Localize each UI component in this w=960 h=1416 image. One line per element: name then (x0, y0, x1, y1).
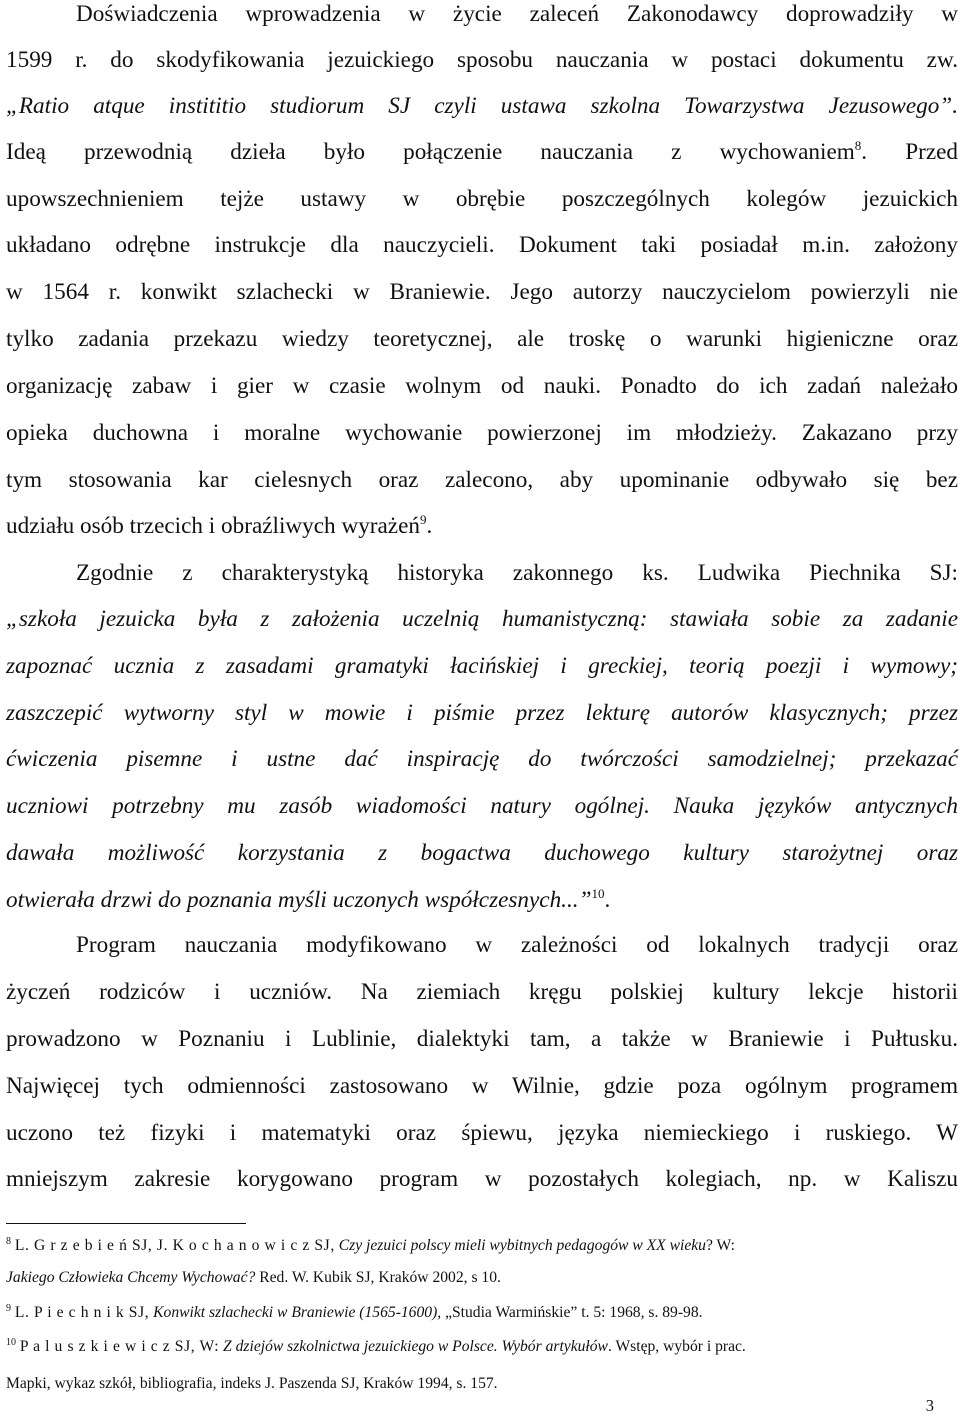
body-line-text: mniejszym zakresie korygowano program w pozostałych kolegiach, np. w Kaliszu (6, 1166, 958, 1192)
body-line-13 (76, 562, 958, 585)
body-line-25 (6, 1122, 958, 1145)
body-line-10 (6, 422, 958, 445)
body-line-text: . (426, 513, 433, 539)
quote-line: ćwiczenia pisemne i ustne dać inspirację do twórczości samodzielnej; przekazać (6, 746, 958, 772)
body-line-17 (6, 748, 958, 771)
footnote-8-cont (6, 1270, 958, 1286)
body-line-9 (6, 375, 958, 398)
footnote-text: Mapki, wykaz szkół, bibliografia, indeks J. Paszenda SJ, Kraków 1994, s. 157. (6, 1375, 498, 1392)
body-line-text: udziału osób trzecich i obraźliwych wyrażeń (6, 513, 420, 539)
body-line-2 (6, 49, 958, 72)
body-line-text: uczono też fizyki i matematyki oraz śpiewu, języka niemieckiego i ruskiego. W (6, 1120, 958, 1146)
body-line-text: w 1564 r. konwikt szlachecki w Braniewie. Jego autorzy nauczycielom powierzyli nie (6, 279, 958, 305)
body-line-text: układano odrębne instrukcje dla nauczycieli. Dokument taki posiadał m.in. założony (6, 232, 958, 258)
footnote-9 (6, 1305, 958, 1321)
footnote-10 (6, 1339, 958, 1355)
footnote-author: P a l u s z k i e w i c z SJ, W: (19, 1338, 220, 1355)
footnote-ref-8[interactable]: 8 (854, 138, 862, 153)
footnote-number: 8 (6, 1236, 11, 1247)
footnote-8 (6, 1238, 958, 1254)
footnote-separator (6, 1223, 246, 1224)
body-line-23 (6, 1028, 958, 1051)
footnote-number: 10 (6, 1337, 16, 1348)
body-line-21 (76, 934, 958, 957)
body-line-7 (6, 281, 958, 304)
footnote-ref-9[interactable]: 9 (419, 512, 427, 527)
body-line-1 (76, 3, 958, 26)
body-line-text: . Przed (861, 139, 959, 165)
footnote-title: Czy jezuici polscy mieli wybitnych pedagogów w XX wieku (338, 1237, 706, 1254)
quote-line: otwierała drzwi do poznania myśli uczonych współczesnych...” (6, 887, 592, 913)
footnote-title: Jakiego Człowieka Chcemy Wychować? (6, 1269, 256, 1286)
body-line-text: Doświadczenia wprowadzenia w życie zaleceń Zakonodawcy doprowadziły w (76, 1, 958, 27)
body-line-15 (6, 655, 958, 678)
footnote-text: Red. W. Kubik SJ, Kraków 2002, s 10. (255, 1269, 501, 1286)
body-line-text: tylko zadania przekazu wiedzy teoretycznej, ale troskę o warunki higieniczne oraz (6, 326, 958, 352)
body-line-text: „Ratio atque instititio studiorum SJ czyli ustawa szkolna Towarzystwa Jezusowego”. (6, 93, 958, 119)
footnote-title: Konwikt szlachecki w Braniewie (1565-1600), (153, 1304, 442, 1321)
body-line-text: opieka duchowna i moralne wychowanie powierzonej im młodzieży. Zakazano przy (6, 420, 958, 446)
body-line-20 (6, 886, 958, 913)
body-line-14 (6, 608, 958, 631)
quote-line: „szkoła jezuicka była z założenia uczelnią humanistyczną: stawiała sobie za zadanie (6, 606, 958, 632)
quote-line: uczniowi potrzebny mu zasób wiadomości natury ogólnej. Nauka języków antycznych (6, 793, 958, 819)
footnote-author: L. P i e c h n i k SJ, (14, 1304, 150, 1321)
body-line-text: Najwięcej tych odmienności zastosowano w Wilnie, gdzie poza ogólnym programem (6, 1073, 958, 1099)
body-line-text: życzeń rodziców i uczniów. Na ziemiach kręgu polskiej kultury lekcje historii (6, 979, 958, 1005)
page-number: 3 (925, 1396, 934, 1415)
footnote-text: „Studia Warmińskie” t. 5: 1968, s. 89-98. (441, 1304, 703, 1321)
footnote-text: . Wstęp, wybór i prac. (607, 1338, 746, 1355)
body-line-text: prowadzono w Poznaniu i Lublinie, dialektyki tam, a także w Braniewie i Pułtusku. (6, 1026, 958, 1052)
footnote-number: 9 (6, 1303, 11, 1314)
quote-line: zapoznać ucznia z zasadami gramatyki łacińskiej i greckiej, teorią poezji i wymowy; (6, 653, 958, 679)
body-line-text: upowszechnieniem tejże ustawy w obrębie poszczególnych kolegów jezuickich (6, 186, 958, 212)
footnote-author: L. G r z e b i e ń SJ, J. K o c h a n o w i c z SJ, (14, 1237, 335, 1254)
body-line-text: Zgodnie z charakterystyką historyka zakonnego ks. Ludwika Piechnika SJ: (76, 560, 958, 586)
body-line-11 (6, 469, 958, 492)
body-line-6 (6, 234, 958, 257)
quote-line: dawała możliwość korzystania z bogactwa duchowego kultury starożytnej oraz (6, 840, 958, 866)
body-line-text: 1599 r. do skodyfikowania jezuickiego sposobu nauczania w postaci dokumentu zw. (6, 47, 958, 73)
body-line-text: . (604, 887, 611, 913)
footnote-ref-10[interactable]: 10 (591, 886, 605, 901)
body-line-22 (6, 981, 958, 1004)
body-line-26 (6, 1168, 958, 1191)
body-line-16 (6, 702, 958, 725)
body-line-text: Ideą przewodnią dzieła było połączenie nauczania z wychowaniem (6, 139, 855, 165)
footnote-title: Z dziejów szkolnictwa jezuickiego w Polsce. Wybór artykułów (223, 1338, 608, 1355)
body-line-4 (6, 138, 959, 165)
body-line-text: tym stosowania kar cielesnych oraz zalecono, aby upominanie odbywało się bez (6, 467, 958, 493)
footnote-10-cont (6, 1376, 958, 1392)
body-line-12 (6, 512, 958, 539)
footnote-text: ? W: (705, 1237, 735, 1254)
body-line-18 (6, 795, 958, 818)
body-line-24 (6, 1075, 958, 1098)
body-line-text: organizację zabaw i gier w czasie wolnym od nauki. Ponadto do ich zadań należało (6, 373, 958, 399)
body-line-8 (6, 328, 958, 351)
quote-line: zaszczepić wytworny styl w mowie i piśmie przez lekturę autorów klasycznych; przez (6, 700, 958, 726)
body-line-text: Program nauczania modyfikowano w zależności od lokalnych tradycji oraz (76, 932, 958, 958)
body-line-5 (6, 188, 958, 211)
body-line-3 (6, 95, 958, 118)
body-line-19 (6, 842, 958, 865)
